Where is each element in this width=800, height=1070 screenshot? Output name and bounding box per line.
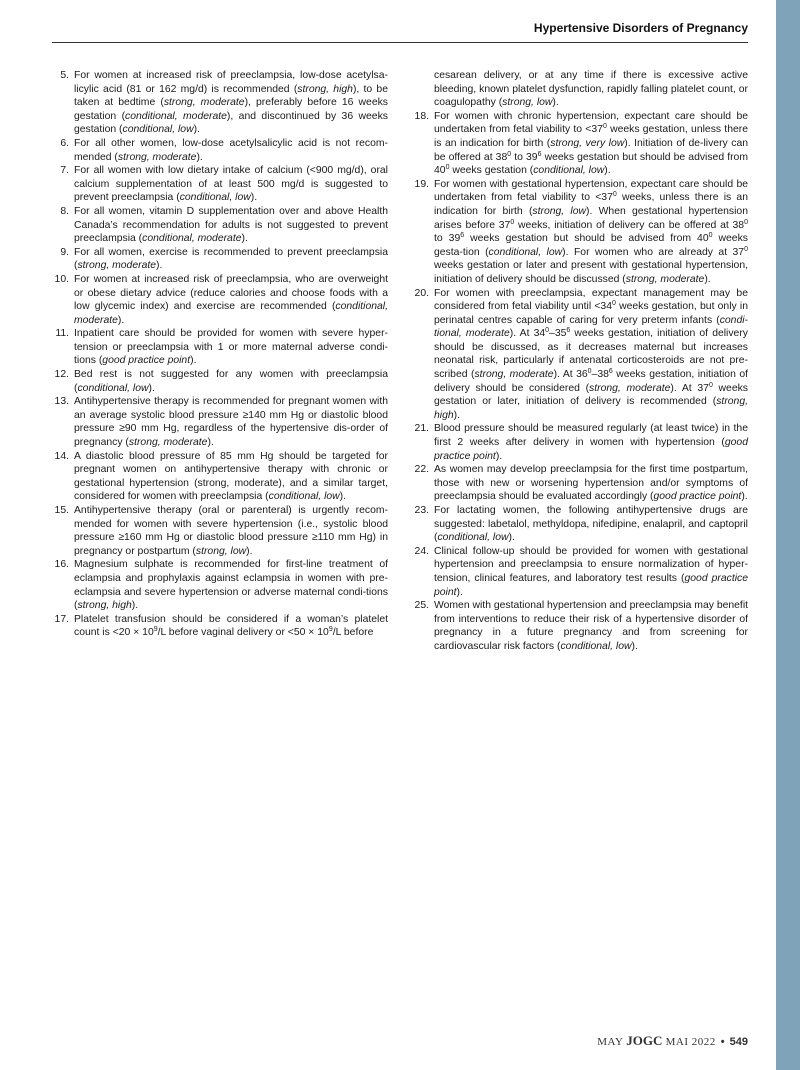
recommendation-text: Inpatient care should be provided for women with severe hyper-tension or preeclampsia with 1 or more maternal adverse condi-tions (good practice point). bbox=[74, 328, 388, 367]
recommendation-item bbox=[52, 613, 388, 640]
recommendation-number: 9. bbox=[60, 246, 69, 258]
recommendation-number: 5. bbox=[60, 70, 69, 81]
recommendation-number: 18. bbox=[414, 110, 429, 122]
recommendation-number: 16. bbox=[54, 559, 69, 571]
recommendation-text: For all other women, low-dose acetylsalicylic acid is not recom-mended (strong, moderate). bbox=[74, 137, 388, 163]
page-number: 549 bbox=[729, 1036, 748, 1048]
footer-journal bbox=[597, 1033, 716, 1048]
recommendation-number: 6. bbox=[60, 137, 69, 149]
recommendation-item bbox=[52, 205, 388, 246]
recommendation-text: For women at increased risk of preeclampsia, who are overweight or obese dietary advice (reduce calories and choose foods with a low glycemic index) and exercise are recommended (conditional, moderate). bbox=[74, 273, 388, 326]
recommendation-text: A diastolic blood pressure of 85 mm Hg should be targeted for pregnant women on antihypertensive therapy with chronic or gestational hypertension (strong, moderate), and a similar target, considered for women with preeclampsia (conditional, low). bbox=[74, 450, 388, 503]
recommendation-text: For women with preeclampsia, expectant management may be considered from fetal viability until $<34^0$ weeks gestation, but only in perinatal centres capable of caring for very preterm infants (condi-tional, moderate). At $34^0-35^6$ weeks gestation, initiation of delivery should be discussed, as it decreases maternal but increases neonatal risk, particularly if antenatal corticosteroids are not pre-scribed (strong, moderate). At $36^0-38^6$ weeks gestation, initiation of delivery should be considered (strong, moderate). At $37^0$ weeks gestation or later, initiation of delivery is recommended (strong, high). bbox=[434, 287, 749, 421]
recommendation-item bbox=[52, 273, 388, 327]
recommendation-number: 10. bbox=[54, 273, 69, 285]
recommendation-number: 24. bbox=[414, 545, 429, 557]
recommendation-number: 20. bbox=[414, 287, 429, 299]
recommendation-item bbox=[412, 422, 748, 463]
footer-month-en: MAY bbox=[597, 1036, 624, 1048]
recommendation-item bbox=[412, 178, 748, 287]
recommendation-text: Blood pressure should be measured regularly (at least twice) in the first 2 weeks after delivery in women with hypertension (good practice point). bbox=[434, 423, 748, 462]
recommendation-number: 19. bbox=[414, 178, 429, 190]
recommendation-text: Bed rest is not suggested for any women with preeclampsia (conditional, low). bbox=[74, 369, 388, 394]
recommendation-item bbox=[412, 599, 748, 653]
recommendation-text: For women with gestational hypertension, expectant care should be undertaken from fetal viability to $<37^0$ weeks, unless there is an indication for birth (strong, low). When gestational hypertension arises before $37^0$ weeks, initiation of delivery can be offered at $38^0$ to $39^6$ weeks gestation but should be advised from $40^0$ weeks gesta-tion (conditional, low). For women who are already at $37^0$ weeks gestation or later and present with gestational hypertension, initiation of delivery should be discussed (strong, moderate). bbox=[434, 178, 748, 285]
recommendation-text: Magnesium sulphate is recommended for first-line treatment of eclampsia and prophylaxis against eclampsia in women with pre-eclampsia and severe hypertension or adverse maternal condi-tions (strong, high). bbox=[74, 559, 388, 612]
recommendation-text: For women at increased risk of preeclampsia, low-dose acetylsa-licylic acid (81 or 162 mg/d) is recommended (strong, high), to be taken at bedtime (strong, moderate), preferably before 16 weeks gestation (conditional, moderate), and discontinued by 36 weeks gestation (conditional, low). bbox=[74, 70, 388, 136]
recommendation-number: 23. bbox=[414, 505, 429, 516]
recommendation-number: 8. bbox=[60, 205, 69, 217]
recommendation-number: 13. bbox=[54, 396, 69, 408]
recommendation-text: For women with chronic hypertension, expectant care should be undertaken from fetal viability to $<37^0$ weeks gestation, unless there is an indication for birth (strong, very low). Initiation of de-livery can be offered at $38^0$ to $39^6$ weeks gestation but should be advised from $40^0$ weeks gestation (conditional, low). bbox=[434, 110, 748, 177]
recommendation-item bbox=[52, 137, 388, 164]
recommendation-number: 22. bbox=[414, 464, 429, 476]
recommendation-text: For all women with low dietary intake of calcium (<900 mg/d), oral calcium supplementation of at least 500 mg/d is suggested to prevent preeclampsia (conditional, low). bbox=[74, 165, 388, 204]
recommendation-item bbox=[52, 504, 388, 558]
recommendation-item bbox=[412, 545, 748, 599]
recommendation-number: 25. bbox=[414, 600, 429, 612]
recommendations-right-column bbox=[412, 69, 748, 654]
recommendation-text: For all women, vitamin D supplementation over and above Health Canada’s recommendation for adults is not suggested to prevent preeclampsia (conditional, moderate). bbox=[74, 205, 388, 245]
recommendation-text: Clinical follow-up should be provided for women with gestational hypertension and preeclampsia to ensure normalization of hyper-tension, clinical features, and laboratory test results (good practice point). bbox=[434, 545, 748, 598]
header-divider bbox=[52, 42, 748, 43]
recommendation-text: For all women, exercise is recommended to prevent preeclampsia (strong, moderate). bbox=[74, 246, 388, 272]
recommendation-number: 15. bbox=[54, 505, 69, 516]
footer-bullet: • bbox=[720, 1036, 725, 1048]
recommendation-text: Women with gestational hypertension and preeclampsia may benefit from interventions to reduce their risk of a hypertensive disorder of pregnancy in a future pregnancy and from screening for cardiovascular risk factors (conditional, low). bbox=[434, 600, 749, 652]
recommendation-item bbox=[52, 450, 388, 504]
recommendation-text: Antihypertensive therapy (oral or parenteral) is urgently recom-mended for women with severe hypertension (i.e., systolic blood pressure ≥160 mm Hg or diastolic blood pressure ≥110 mm Hg) in pregnancy or postpartum (strong, low). bbox=[74, 505, 388, 557]
side-color-bar bbox=[776, 0, 800, 1070]
running-header: Hypertensive Disorders of Pregnancy bbox=[533, 21, 748, 35]
recommendation-item bbox=[52, 69, 388, 137]
footer-month-fr-year: MAI 2022 bbox=[665, 1036, 716, 1048]
recommendation-item bbox=[412, 287, 748, 423]
recommendation-item bbox=[52, 164, 388, 205]
recommendation-text: Platelet transfusion should be considered if a woman’s platelet count is $<20 \times 10^9/L$ before vaginal delivery or $<50 \times 10^9/L$ before bbox=[74, 613, 388, 639]
recommendation-item bbox=[52, 327, 388, 368]
recommendation-number: 17. bbox=[54, 613, 69, 625]
recommendation-text: As women may develop preeclampsia for the first time postpartum, those with new or worsening hypertension and/or symptoms of preeclampsia should be evaluated accordingly (good practice point). bbox=[434, 464, 748, 503]
recommendation-item bbox=[52, 368, 388, 395]
recommendation-number: 7. bbox=[60, 165, 69, 177]
page-footer bbox=[597, 1033, 748, 1049]
recommendation-item bbox=[412, 504, 748, 545]
recommendation-number: 12. bbox=[54, 369, 69, 381]
recommendation-item bbox=[412, 463, 748, 504]
recommendation-item bbox=[52, 246, 388, 273]
recommendation-text: Antihypertensive therapy is recommended for pregnant women with an average systolic blood pressure ≥140 mm Hg or diastolic blood pressure ≥90 mm Hg, regardless of the hypertensive dis-order of pregnancy (strong, moderate). bbox=[74, 396, 388, 449]
recommendation-number: 11. bbox=[55, 328, 69, 340]
recommendation-item bbox=[52, 558, 388, 612]
footer-journal-name: JOGC bbox=[626, 1033, 663, 1048]
recommendations-left-column bbox=[52, 69, 388, 640]
recommendation-text: For lactating women, the following antihypertensive drugs are suggested: labetalol, methyldopa, nifedipine, enalapril, and captopril (conditional, low). bbox=[434, 505, 748, 544]
recommendation-number: 21. bbox=[414, 423, 429, 435]
recommendation-item bbox=[52, 395, 388, 449]
recommendation-continuation: cesarean delivery, or at any time if there is excessive active bleeding, known platelet dysfunction, rapidly falling platelet count, or coagulopathy (strong, low). bbox=[434, 70, 748, 109]
recommendation-number: 14. bbox=[54, 450, 69, 462]
recommendation-item bbox=[412, 110, 748, 178]
